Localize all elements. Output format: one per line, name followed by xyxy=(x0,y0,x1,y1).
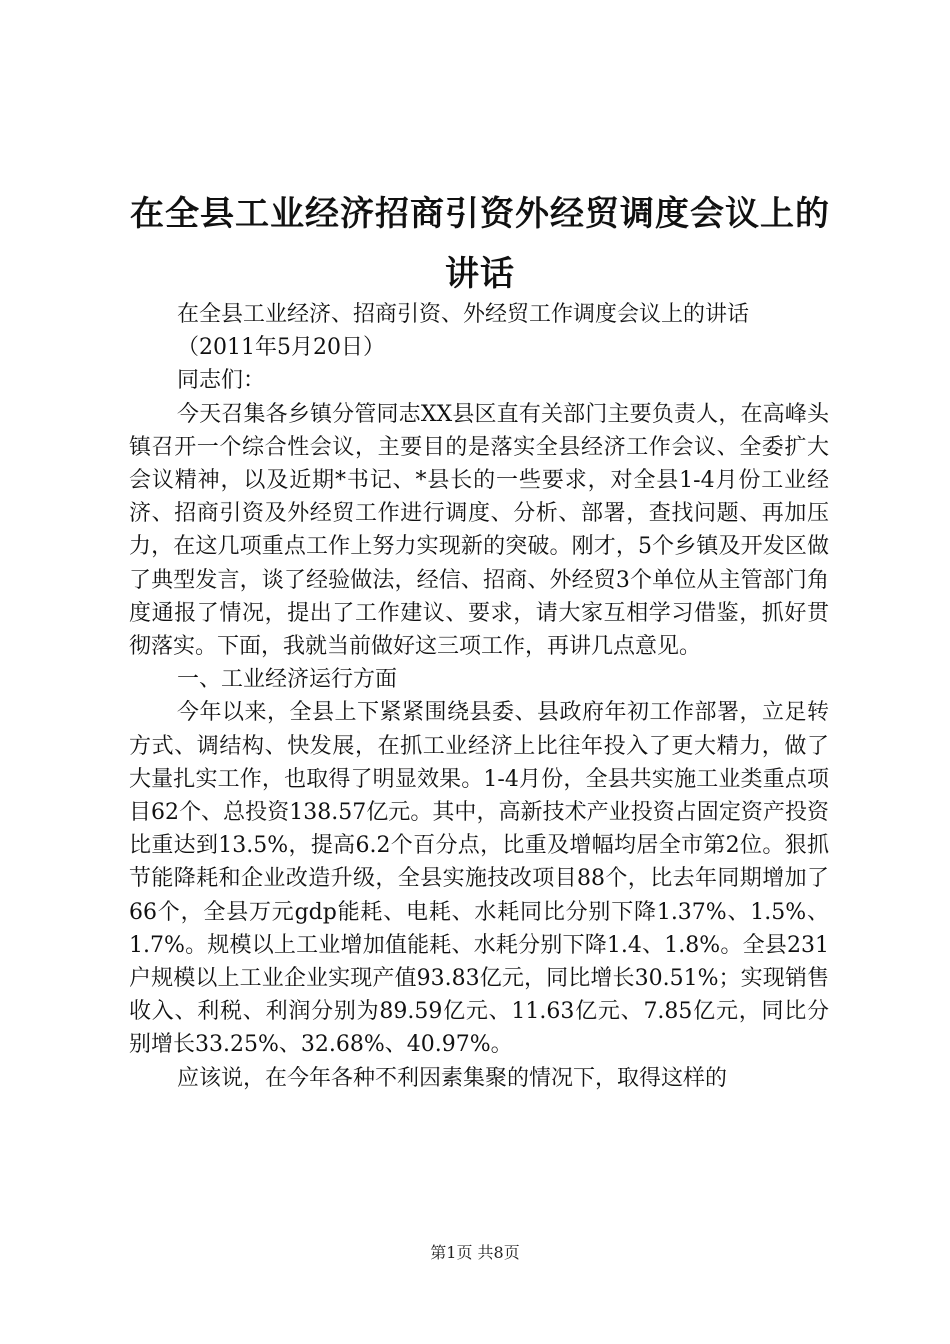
page-title: 在全县工业经济招商引资外经贸调度会议上的讲话 xyxy=(130,194,830,294)
closing-paragraph: 应该说，在今年各种不利因素集聚的情况下，取得这样的 xyxy=(177,1065,728,1091)
section-paragraph: 今年以来，全县上下紧紧围绕县委、县政府年初工作部署，立足转方式、调结构、快发展，在抓工业经济上比往年投入了更大精力，做了大量扎实工作，也取得了明显效果。1-4月份，全县共实施工业类重点项目62个、总投资138.57亿元。其中，高新技术产业投资占固定资产投资比重达到13.5%，提高6.2个百分点，比重及增幅均居全市第2位。狠抓节能降耗和企业改造升级，全县实施技改项目88个，比去年同期增加了66个，全县万元gdp能耗、电耗、水耗同比分别下降1.37%、1.5%、1.7%。规模以上工业增加值能耗、水耗分别下降1.4、1.8%。全县231户规模以上工业企业实现产值93.83亿元，同比增长30.51%；实现销售收入、利税、利润分别为89.59亿元、11.63亿元、7.85亿元，同比分别增长33.25%、32.68%、40.97%。 xyxy=(129,700,829,1058)
date-paragraph: （2011年5月20日） xyxy=(177,335,385,361)
section-heading: 一、工业经济运行方面 xyxy=(177,667,398,693)
intro-paragraph: 今天召集各乡镇分管同志XX县区直有关部门主要负责人，在高峰头镇召开一个综合性会议，主要目的是落实全县经济工作会议、全委扩大会议精神，以及近期*书记、*县长的一些要求，对全县1-4月份工业经济、招商引资及外经贸工作进行调度、分析、部署，查找问题、再加压力，在这几项重点工作上努力实现新的突破。刚才，5个乡镇及开发区做了典型发言，谈了经验做法，经信、招商、外经贸3个单位从主管部门角度通报了情况，提出了工作建议、要求，请大家互相学习借鉴，抓好贯彻落实。下面，我就当前做好这三项工作，再讲几点意见。 xyxy=(129,401,829,660)
salutation-paragraph: 同志们： xyxy=(177,368,266,394)
page-footer: 第1页 共8页 xyxy=(430,1243,520,1262)
document-body xyxy=(129,298,829,1095)
subtitle-paragraph: 在全县工业经济、招商引资、外经贸工作调度会议上的讲话 xyxy=(177,302,750,327)
